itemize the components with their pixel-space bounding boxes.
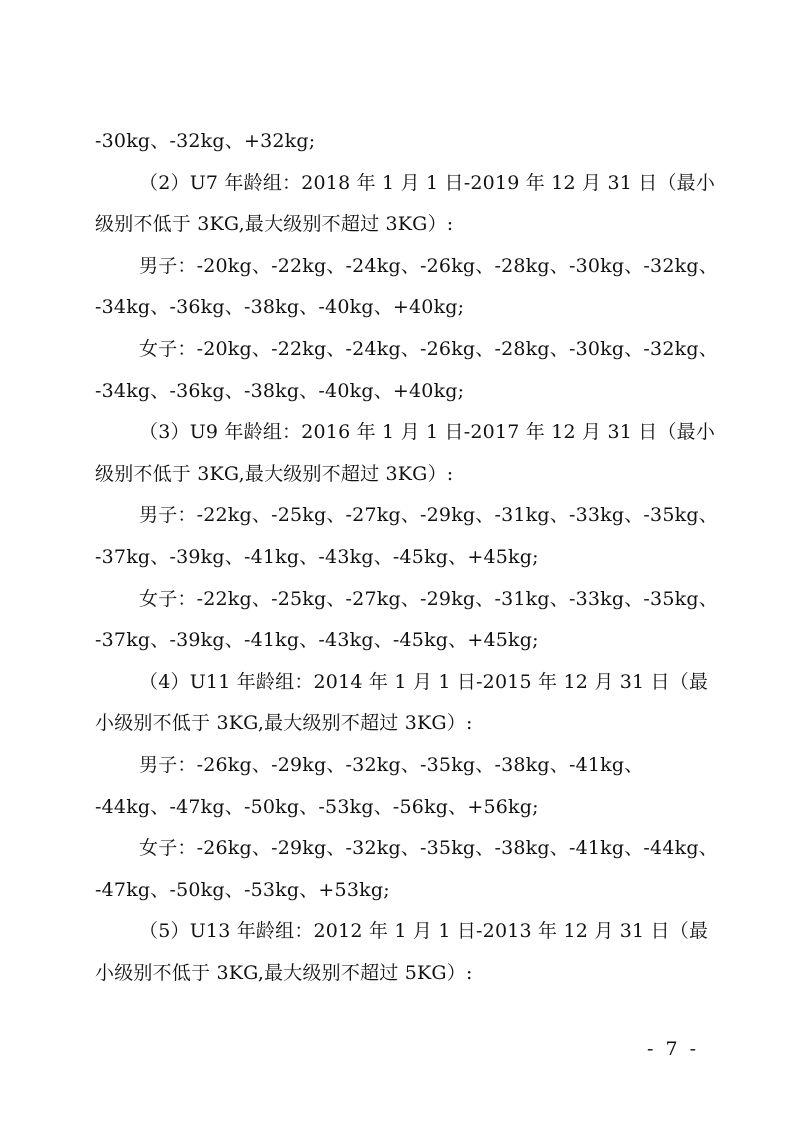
weight-classes-male-u7: 男子：-20kg、-22kg、-24kg、-26kg、-28kg、-30kg、-32kg、 bbox=[139, 254, 718, 277]
document-body bbox=[95, 121, 718, 994]
text-line: 级别不低于 3KG,最大级别不超过 3KG）: bbox=[95, 213, 454, 236]
weight-classes-female-u9: 女子：-22kg、-25kg、-27kg、-29kg、-31kg、-33kg、-35kg、 bbox=[139, 587, 718, 610]
text-line: -30kg、-32kg、+32kg; bbox=[95, 130, 316, 152]
section-heading-u7: （2）U7 年龄组：2018 年 1 月 1 日-2019 年 12 月 31 日（最小 bbox=[139, 171, 716, 194]
page-number: - 7 - bbox=[646, 1038, 699, 1060]
text-line: -47kg、-50kg、-53kg、+53kg; bbox=[95, 878, 390, 901]
section-heading-u13: （5）U13 年龄组：2012 年 1 月 1 日-2013 年 12 月 31 日（最 bbox=[139, 920, 709, 943]
text-line: 小级别不低于 3KG,最大级别不超过 3KG）: bbox=[95, 712, 473, 735]
text-line: -44kg、-47kg、-50kg、-53kg、-56kg、+56kg; bbox=[95, 795, 539, 818]
text-line: -34kg、-36kg、-38kg、-40kg、+40kg; bbox=[95, 379, 465, 402]
section-heading-u9: （3）U9 年龄组：2016 年 1 月 1 日-2017 年 12 月 31 日（最小 bbox=[139, 421, 716, 444]
text-line: -34kg、-36kg、-38kg、-40kg、+40kg; bbox=[95, 296, 465, 319]
text-line: 级别不低于 3KG,最大级别不超过 3KG）: bbox=[95, 462, 454, 485]
text-line: 小级别不低于 3KG,最大级别不超过 5KG）: bbox=[95, 961, 473, 984]
section-heading-u11: （4）U11 年龄组：2014 年 1 月 1 日-2015 年 12 月 31 日（最 bbox=[139, 670, 709, 693]
text-line: -37kg、-39kg、-41kg、-43kg、-45kg、+45kg; bbox=[95, 545, 539, 568]
weight-classes-male-u11: 男子：-26kg、-29kg、-32kg、-35kg、-38kg、-41kg、 bbox=[139, 753, 644, 776]
weight-classes-male-u9: 男子：-22kg、-25kg、-27kg、-29kg、-31kg、-33kg、-35kg、 bbox=[139, 504, 718, 527]
weight-classes-female-u7: 女子：-20kg、-22kg、-24kg、-26kg、-28kg、-30kg、-32kg、 bbox=[139, 337, 718, 360]
weight-classes-female-u11: 女子：-26kg、-29kg、-32kg、-35kg、-38kg、-41kg、-44kg、 bbox=[139, 837, 718, 860]
text-line: -37kg、-39kg、-41kg、-43kg、-45kg、+45kg; bbox=[95, 629, 539, 652]
